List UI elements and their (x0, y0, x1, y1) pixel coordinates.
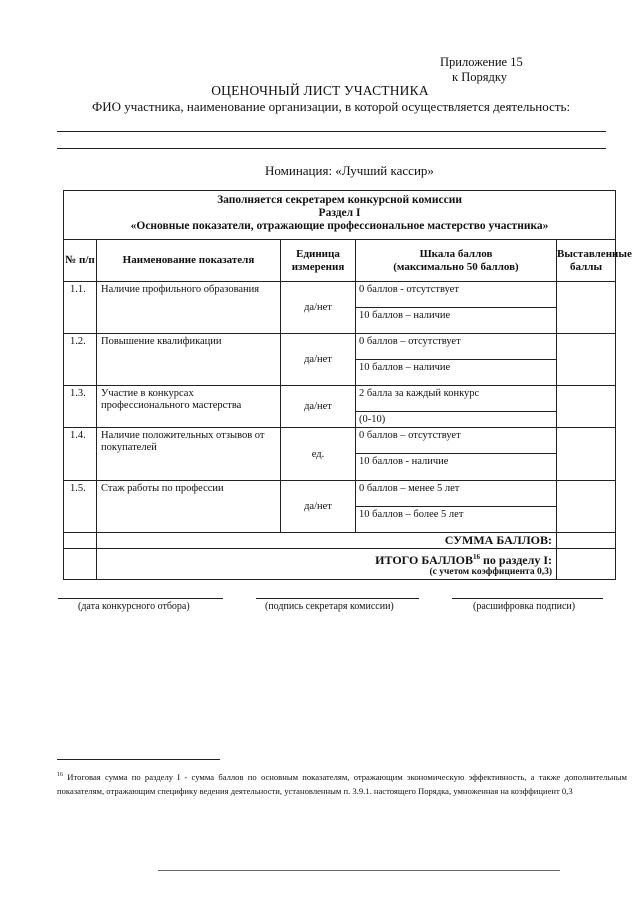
sum-row (64, 533, 616, 549)
scale-option: (0-10) (356, 412, 557, 428)
col-header-name: Наименование показателя (97, 240, 281, 282)
date-caption: (дата конкурсного отбора) (78, 601, 190, 612)
scale-option: 2 балла за каждый конкурс (356, 386, 557, 412)
col-header-scale (356, 240, 557, 282)
secretary-note: Заполняется секретарем конкурсной комиссии (217, 194, 462, 206)
scale-option: 0 баллов – отсутствует (356, 334, 557, 360)
row-number: 1.1. (64, 282, 97, 334)
unit-of-measure: да/нет (281, 282, 356, 334)
total-row (64, 549, 616, 580)
signature-line[interactable] (256, 598, 419, 599)
col-header-num: № п/п (64, 240, 97, 282)
appendix-reference (440, 55, 523, 85)
footnote-marker: 16 (57, 772, 63, 778)
score-input-cell[interactable] (557, 481, 616, 533)
row-number: 1.2. (64, 334, 97, 386)
col-header-unit: Единица измерения (281, 240, 356, 282)
signature-caption: (подпись секретаря комиссии) (265, 601, 394, 612)
appendix-to-order: к Порядку (452, 70, 507, 84)
scale-option: 10 баллов – наличие (356, 360, 557, 386)
section-title: Раздел I (318, 207, 361, 219)
decoding-line[interactable] (452, 598, 603, 599)
unit-of-measure: да/нет (281, 481, 356, 533)
bottom-border-line (158, 870, 560, 871)
nomination: Номинация: «Лучший кассир» (265, 163, 434, 178)
total-score-cell[interactable] (557, 549, 616, 580)
indicator-name: Участие в конкурсах профессионального мастерства (97, 386, 281, 428)
scale-option: 10 баллов – более 5 лет (356, 507, 557, 533)
table-row (64, 386, 616, 412)
sum-label: СУММА БАЛЛОВ: (97, 533, 557, 549)
total-label (97, 549, 557, 580)
footnote-ref: 16 (473, 553, 480, 561)
score-input-cell[interactable] (557, 386, 616, 428)
col-header-score: Выставленные баллы (557, 240, 616, 282)
scale-option: 10 баллов - наличие (356, 454, 557, 481)
sum-score-cell[interactable] (557, 533, 616, 549)
scale-option: 0 баллов – менее 5 лет (356, 481, 557, 507)
document-title: ОЦЕНОЧНЫЙ ЛИСТ УЧАСТНИКА (211, 83, 429, 98)
unit-of-measure: да/нет (281, 386, 356, 428)
table-section-header (64, 191, 616, 240)
fio-fill-line-2 (57, 148, 606, 149)
unit-of-measure: ед. (281, 428, 356, 481)
table-row (64, 282, 616, 308)
decoding-caption: (расшифровка подписи) (473, 601, 576, 612)
scale-option: 0 баллов – отсутствует (356, 428, 557, 454)
total-label-suffix: по разделу I: (480, 553, 552, 567)
row-number: 1.5. (64, 481, 97, 533)
unit-of-measure: да/нет (281, 334, 356, 386)
scale-header-line2: (максимально 50 баллов) (393, 260, 519, 273)
evaluation-table (63, 190, 632, 580)
fio-fill-line-1 (57, 131, 606, 132)
score-input-cell[interactable] (557, 282, 616, 334)
total-label-text: ИТОГО БАЛЛОВ (375, 553, 473, 567)
score-input-cell[interactable] (557, 334, 616, 386)
empty-cell (64, 533, 97, 549)
table-row (64, 334, 616, 360)
scale-header-line1: Шкала баллов (419, 248, 493, 260)
score-input-cell[interactable] (557, 428, 616, 481)
scale-option: 0 баллов - отсутствует (356, 282, 557, 308)
section-subtitle: «Основные показатели, отражающие профессиональное мастерство участника» (130, 220, 549, 232)
fio-label: ФИО участника, наименование организации, в которой осуществляется деятельность: (92, 99, 571, 114)
row-number: 1.4. (64, 428, 97, 481)
footnote-separator (57, 759, 220, 760)
footnote (57, 768, 627, 798)
indicator-name: Стаж работы по профессии (97, 481, 281, 533)
footnote-text: Итоговая сумма по разделу I - сумма баллов по основным показателям, отражающим экономическую эффективность, а также дополнительным показателям, отражающим специфику ведения деятельности, установленным п. 3.9.1. настоящего Порядка, умноженная на коэффициент 0,3 (57, 771, 627, 796)
indicator-name: Наличие профильного образования (97, 282, 281, 334)
scale-option: 10 баллов – наличие (356, 308, 557, 334)
indicator-name: Повышение квалификации (97, 334, 281, 386)
indicator-name: Наличие положительных отзывов от покупателей (97, 428, 281, 481)
table-row (64, 481, 616, 507)
date-line[interactable] (58, 598, 223, 599)
appendix-number: Приложение 15 (440, 55, 523, 69)
table-row (64, 428, 616, 454)
empty-cell (64, 549, 97, 580)
row-number: 1.3. (64, 386, 97, 428)
total-coefficient-note: (с учетом коэффициента 0,3) (429, 567, 552, 577)
